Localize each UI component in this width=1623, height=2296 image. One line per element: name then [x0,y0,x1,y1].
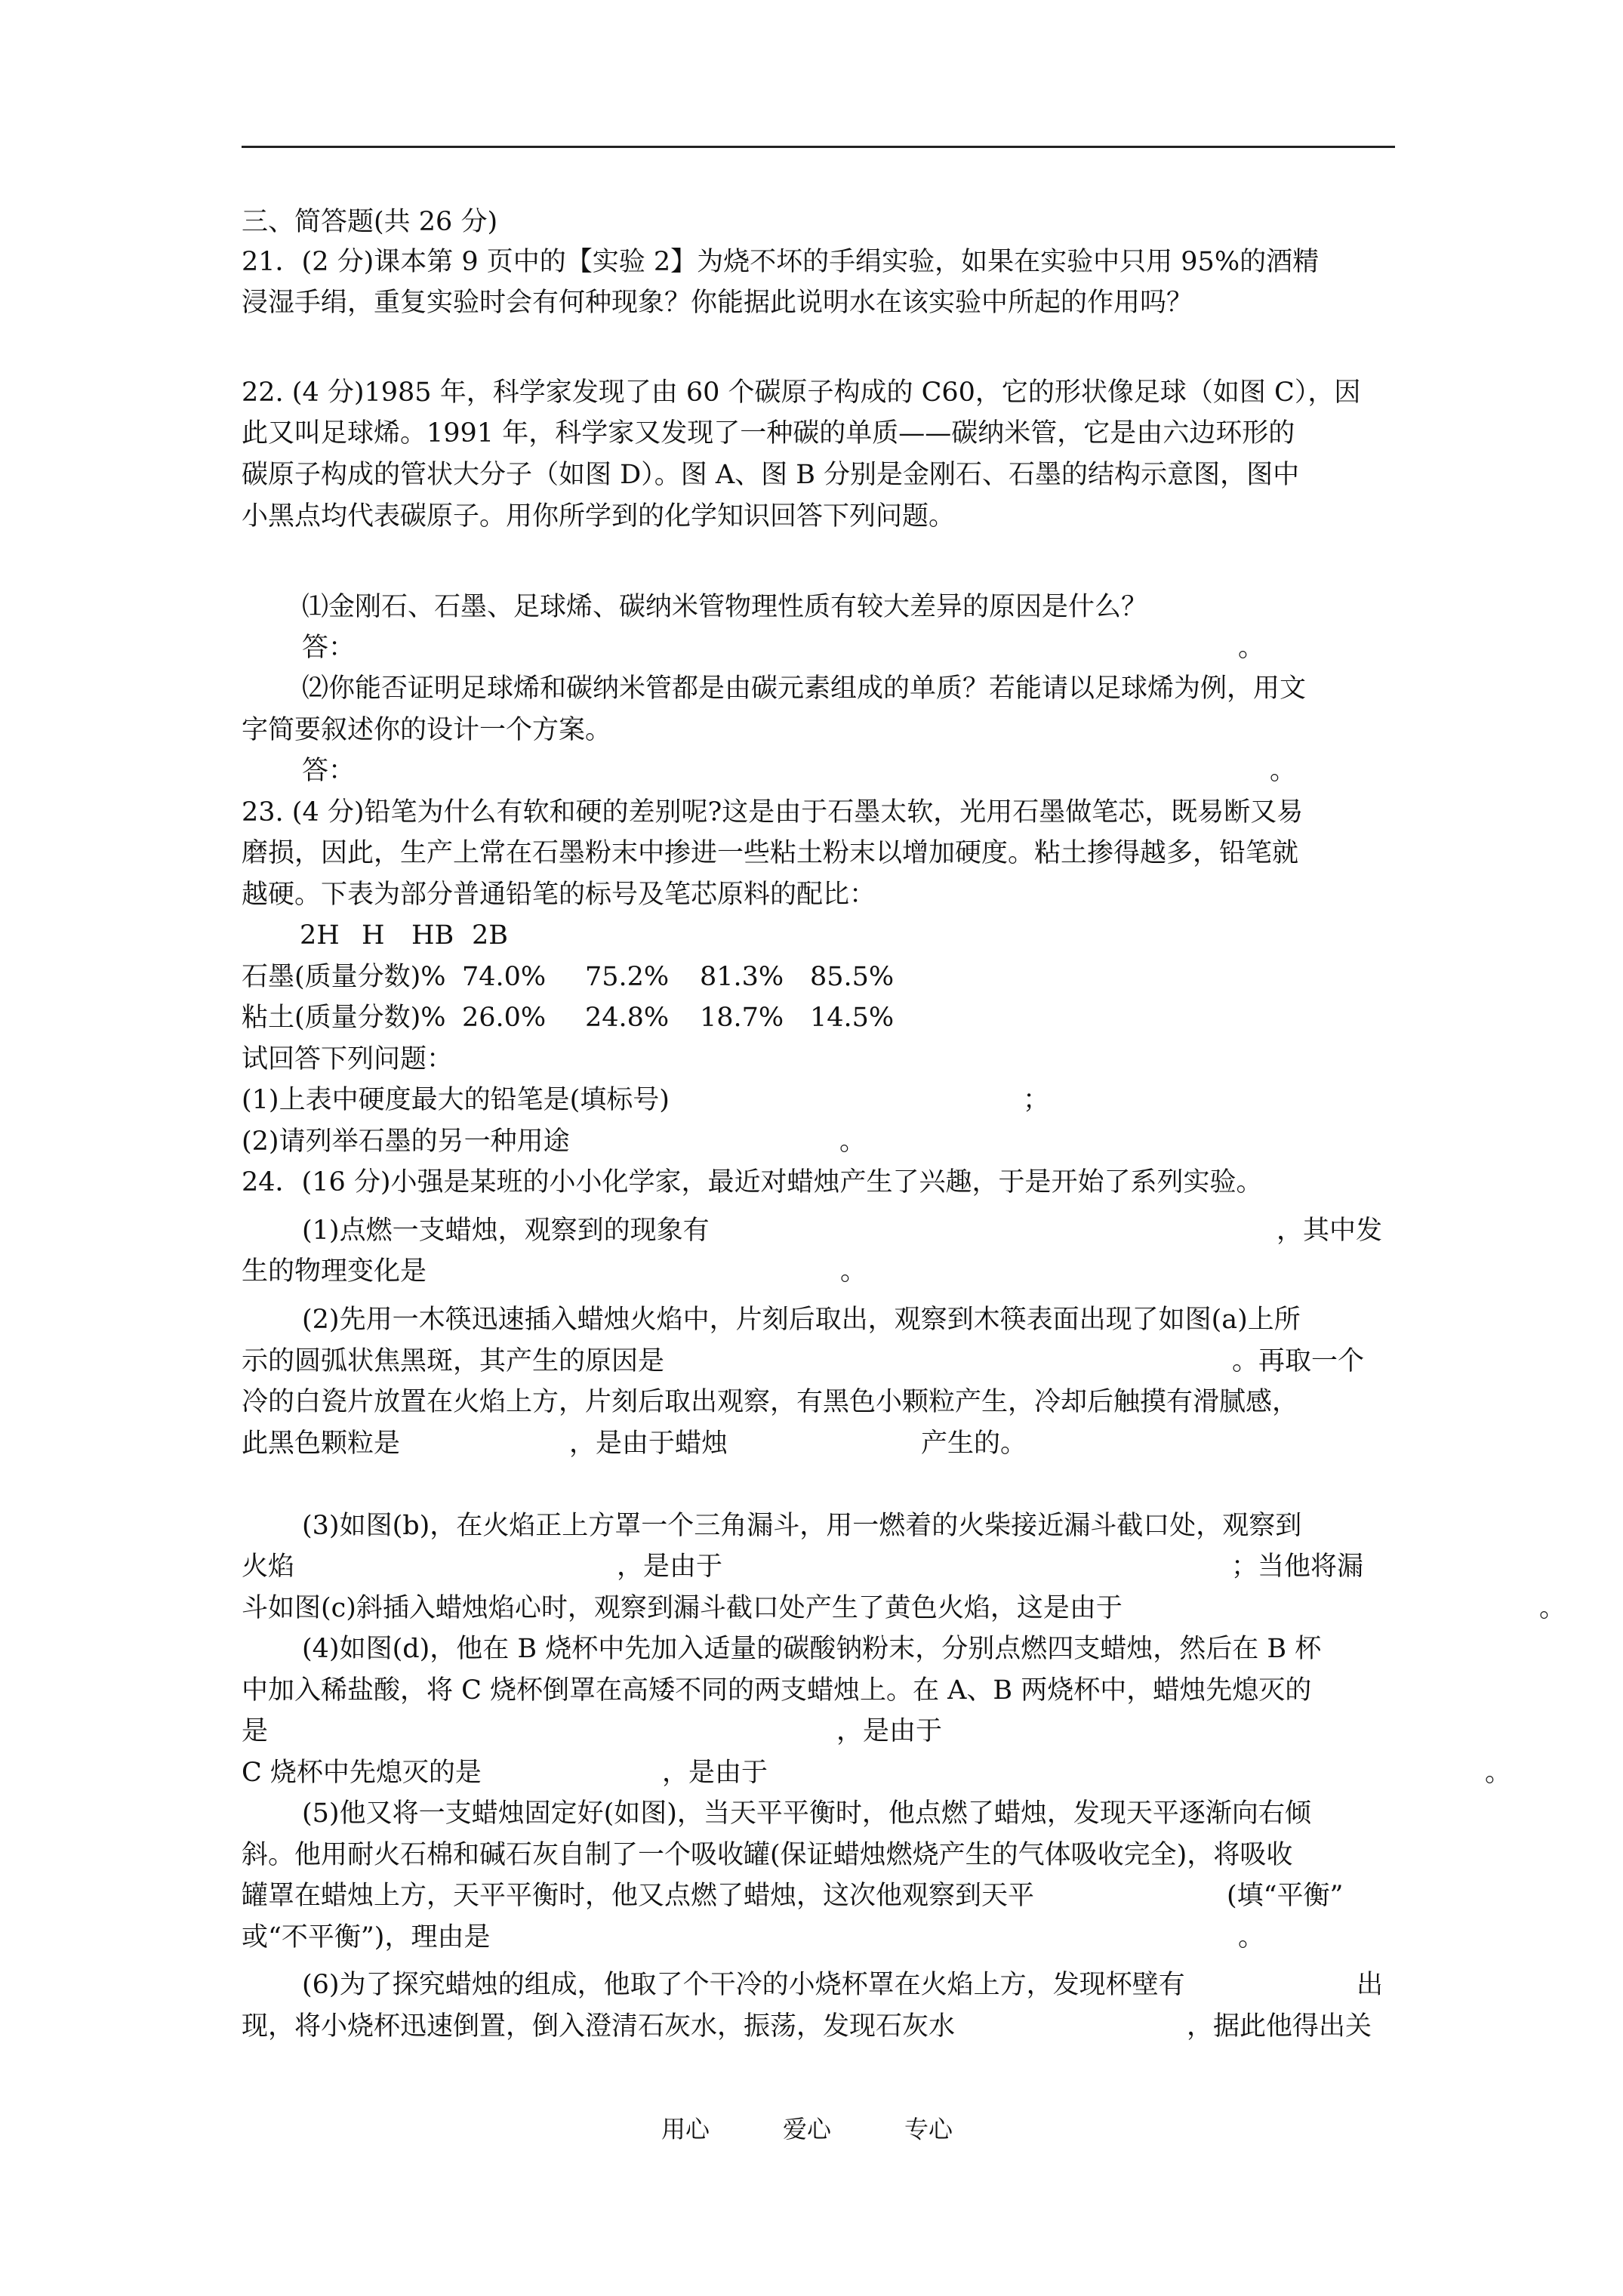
q24-p4-line-4b: ，是由于 [662,1758,768,1788]
q23-try: 试回答下列问题： [242,1044,454,1074]
q24-p4-line-4a: C 烧杯中先熄灭的是 [242,1758,482,1788]
table-cell: 75.2% [585,962,670,992]
q24-p1-c: 生的物理变化是 [242,1256,427,1287]
q24-p2-line-4c: 产生的。 [921,1428,1027,1459]
q24-p5-line-4b: 。 [1238,1922,1265,1952]
q24-p3-line-2c: ；当他将漏 [1231,1552,1364,1582]
table-cell: 81.3% [700,962,784,992]
q24-p1-d: 。 [840,1256,867,1287]
q23-line-2: 磨损，因此，生产上常在石墨粉末中掺进一些粘土粉末以增加硬度。粘土掺得越多，铅笔就 [242,838,1299,868]
q22-part-1: ⑴金刚石、石墨、足球烯、碳纳米管物理性质有较大差异的原因是什么？ [302,592,1148,622]
table-cell: 14.5% [810,1003,895,1033]
q24-p5-line-1: (5)他又将一支蜡烛固定好(如图)，当天平平衡时，他点燃了蜡烛，发现天平逐渐向右倾 [302,1798,1311,1829]
q22-line-2: 此又叫足球烯。1991 年，科学家又发现了一种碳的单质——碳纳米管，它是由六边环形的 [242,418,1295,448]
q24-p6-line-2b: ，据此他得出关 [1187,2011,1372,2042]
q24-p5-line-3b: (填“平衡” [1227,1881,1344,1911]
q24-p4-line-1: (4)如图(d)，他在 B 烧杯中先加入适量的碳酸钠粉末，分别点燃四支蜡烛，然后在 B 杯 [302,1634,1322,1664]
q24-p3-line-2a: 火焰 [242,1552,295,1582]
q24-p6-line-2a: 现，将小烧杯迅速倒置，倒入澄清石灰水，振荡，发现石灰水 [242,2011,956,2042]
q24-p5-line-2: 斜。他用耐火石棉和碱石灰自制了一个吸收罐(保证蜡烛燃烧产生的气体吸收完全)，将吸收 [242,1840,1293,1870]
q24-p3-line-3: 斗如图(c)斜插入蜡烛焰心时，观察到漏斗截口处产生了黄色火焰，这是由于 [242,1593,1123,1623]
q22-line-4: 小黑点均代表碳原子。用你所学到的化学知识回答下列问题。 [242,501,956,532]
q23-sub-1-end: ； [1023,1085,1050,1115]
q24-p4-line-2: 中加入稀盐酸，将 C 烧杯倒罩在高矮不同的两支蜡烛上。在 A、B 两烧杯中，蜡烛先熄灭的 [242,1675,1312,1706]
table-cell: 24.8% [585,1003,670,1033]
q24-p4-line-3a: 是 [242,1716,269,1746]
q24-p2-line-1: (2)先用一木筷迅速插入蜡烛火焰中，片刻后取出，观察到木筷表面出现了如图(a)上所 [302,1305,1301,1335]
q22-answer-end-1: 。 [1238,633,1265,663]
q22-part-2-line-1: ⑵你能否证明足球烯和碳纳米管都是由碳元素组成的单质？若能请以足球烯为例，用文 [302,673,1307,704]
header-rule [242,146,1395,148]
table-header-cell: 2B [472,920,508,951]
q24-p6-line-1a: (6)为了探究蜡烛的组成，他取了个干冷的小烧杯罩在火焰上方，发现杯壁有 [302,1970,1185,2000]
q23-line-1: 23. (4 分)铅笔为什么有软和硬的差别呢?这是由于石墨太软，光用石墨做笔芯，既易断又易 [242,797,1304,827]
q24-p1-b: ，其中发 [1277,1216,1383,1246]
q24-p4-line-3b: ，是由于 [836,1716,943,1746]
q21-line-1: 21．(2 分)课本第 9 页中的【实验 2】为烧不坏的手绢实验，如果在实验中只用 95%的酒精 [242,247,1320,277]
q24-intro: 24．(16 分)小强是某班的小小化学家，最近对蜡烛产生了兴趣，于是开始了系列实验。 [242,1167,1263,1197]
q22-answer-label-2: 答： [302,756,356,786]
table-cell: 85.5% [810,962,895,992]
q23-sub-2: (2)请列举石墨的另一种用途 [242,1126,570,1157]
q23-sub-2-end: 。 [839,1126,867,1157]
footer-text-2: 爱心 [783,2115,832,2143]
footer-text-3: 专心 [904,2115,953,2143]
q24-p1-a: (1)点燃一支蜡烛，观察到的现象有 [302,1216,710,1246]
q24-p2-line-4a: 此黑色颗粒是 [242,1428,401,1459]
q24-p3-line-2b: ，是由于 [617,1552,723,1582]
q24-p2-line-4b: ，是由于蜡烛 [569,1428,728,1459]
section-title: 三、简答题(共 26 分) [242,207,498,237]
q24-p2-line-3: 冷的白瓷片放置在火焰上方，片刻后取出观察，有黑色小颗粒产生，冷却后触摸有滑腻感， [242,1387,1299,1417]
q23-sub-1: (1)上表中硬度最大的铅笔是(填标号) [242,1085,670,1115]
table-cell: 74.0% [462,962,547,992]
table-cell: 18.7% [700,1003,784,1033]
q24-p2-line-2b: 。再取一个 [1232,1346,1365,1376]
q24-p3-line-3-end: 。 [1539,1593,1566,1623]
q24-p2-line-2a: 示的圆弧状焦黑斑，其产生的原因是 [242,1346,665,1376]
table-header-cell: HB [411,920,454,951]
q22-answer-label-1: 答： [302,633,356,663]
table-header-cell: H [362,920,385,951]
footer-text-1: 用心 [661,2115,710,2143]
q22-line-3: 碳原子构成的管状大分子（如图 D）。图 A、图 B 分别是金刚石、石墨的结构示意图，图中 [242,460,1300,490]
q24-p6-line-1b: 出 [1357,1970,1384,2000]
q24-p5-line-3a: 罐罩在蜡烛上方，天平平衡时，他又点燃了蜡烛，这次他观察到天平 [242,1881,1035,1911]
q24-p4-line-4-end: 。 [1485,1758,1512,1788]
table-header-cell: 2H [300,920,340,951]
table-row-label: 石墨(质量分数)% [242,962,446,992]
q24-p5-line-4a: 或“不平衡”)，理由是 [242,1922,491,1952]
table-row-label: 粘土(质量分数)% [242,1003,446,1033]
q24-p3-line-1: (3)如图(b)，在火焰正上方罩一个三角漏斗，用一燃着的火柴接近漏斗截口处，观察到 [302,1511,1302,1541]
q22-line-1: 22. (4 分)1985 年，科学家发现了由 60 个碳原子构成的 C60，它的形状像足球（如图 C），因 [242,378,1361,408]
q23-line-3: 越硬。下表为部分普通铅笔的标号及笔芯原料的配比： [242,880,876,910]
q22-answer-end-2: 。 [1270,756,1297,786]
q21-line-2: 浸湿手绢，重复实验时会有何种现象？你能据此说明水在该实验中所起的作用吗？ [242,288,1193,318]
q22-part-2-line-2: 字简要叙述你的设计一个方案。 [242,715,612,745]
table-cell: 26.0% [462,1003,547,1033]
